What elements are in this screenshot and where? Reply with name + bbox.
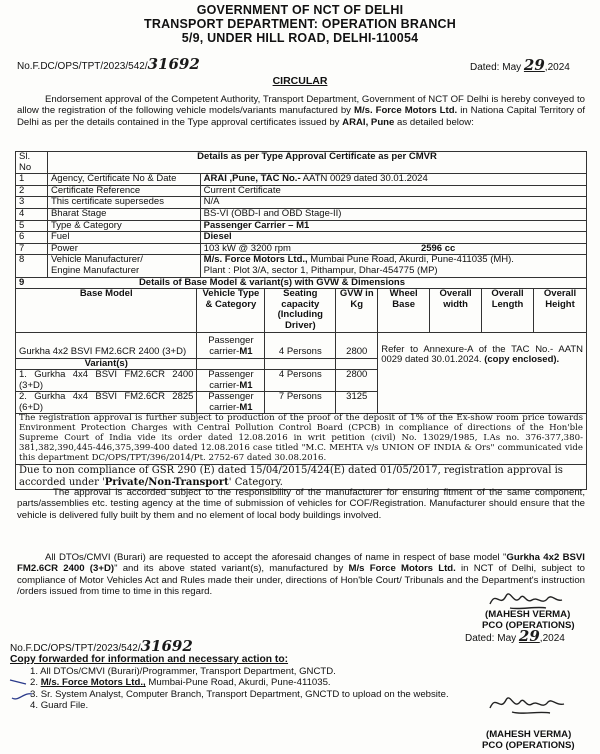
copy-file-number: No.F.DC/OPS/TPT/2023/542/31692: [10, 637, 193, 655]
signature-scribble-2: [486, 688, 576, 718]
variant-row: 2. Gurkha 4x4 BSVI FM2.6CR 2825 (6+D) Passenger carrier-M1 7 Persons 3125: [16, 392, 587, 414]
table-row: 6 Fuel Diesel: [16, 232, 587, 244]
base-model-row: Gurkha 4x2 BSVI FM2.6CR 2400 (3+D) Passenger carrier-M1 4 Persons 2800 Refer to Annexure-A of the TAC No.- AATN 0029 dated 30.01.2024. (copy enclosed).: [16, 332, 587, 358]
table-row: 2 Certificate Reference Current Certificate: [16, 185, 587, 197]
table-row: 8 Vehicle Manufacturer/ Engine Manufacturer M/s. Force Motors Ltd., Mumbai Pune Road, Akurdi, Pune-411035 (MH). Plant : Plot 3/A, sector 1, Pithampur, Dhar-454775 (MP): [16, 255, 587, 277]
list-item: 3. Sr. System Analyst, Computer Branch, Transport Department, GNCTD to upload on the website.: [30, 688, 449, 700]
date: Dated: May 29,2024: [470, 56, 570, 74]
copy-heading: Copy forwarded for information and necessary action to:: [10, 654, 289, 665]
signatory-designation: PCO (OPERATIONS): [482, 620, 575, 631]
circular-title: CIRCULAR: [272, 75, 328, 87]
intro-paragraph: Endorsement approval of the Competent Authority, Transport Department, Government of NCT OF Delhi is hereby conveyed to allow the registration of the following vehicle models/variants manufactured by M/s. Force Motors Ltd. in Nationa Capital Territory of Delhi as per the details contained in the Type approval certificates issued by ARAI, Pune as detailed below:: [17, 94, 585, 128]
row9-title: 9 Details of Base Model & variant(s) with GVW & Dimensions: [16, 277, 587, 289]
annexure-reference: Refer to Annexure-A of the TAC No.- AATN 0029 dated 30.01.2024. (copy enclosed).: [378, 332, 587, 414]
variants-label-row: Variant(s): [16, 358, 587, 370]
list-item: 2. M/s. Force Motors Ltd., Mumbai-Pune Road, Akurdi, Pune-411035.: [30, 677, 331, 689]
table-row: 7 Power 103 kW @ 3200 rpm 2596 cc: [16, 243, 587, 255]
list-item: 4. Guard File.: [30, 700, 89, 712]
handwritten-tick-marks: [6, 674, 46, 704]
signatory-designation-2: PCO (OPERATIONS): [482, 740, 575, 751]
variant-row: 1. Gurkha 4x4 BSVI FM2.6CR 2400 (3+D) Passenger carrier-M1 4 Persons 2800: [16, 370, 587, 392]
signatory-name-2: (MAHESH VERMA): [486, 729, 572, 740]
approval-paragraph: The approval is accorded subject to the responsibility of the manufacturer for ensuring fitment of the same component, parts/assemblies etc. testing agency at the time of submission of vehicles for COF/Registration. Manufacturer should ensure that the vehicle is delivered fully built by them and no element of local body buildings involved.: [17, 487, 585, 521]
branch-name: TRANSPORT DEPARTMENT: OPERATION BRANCH: [144, 17, 456, 31]
table-row: 1 Agency, Certificate No & Date ARAI ,Pune, TAC No.- AATN 0029 dated 30.01.2024: [16, 174, 587, 186]
dept-name: GOVERNMENT OF NCT OF DELHI: [196, 3, 404, 17]
col-title: Details as per Type Approval Certificate as per CMVR: [47, 152, 586, 174]
deposit-row: The registration approval is further subject to production of the proof of the deposit of 1% of the Ex-show room price towards Environment Protection Charges with Central Pollution Control Board (CPCB) in compliance of directions of the Hon'ble Supreme Court of India vide its order dated 12.08.2016 in writ petition (civil) No. 13029/1985, I.As no. 376-377,380-381,382,390,445-446,375,399-400 dated 12.08.2016 case titled "M.C. MEHTA v/s UNION OF INDIA & Ors" communicated vide this department DC/OPS/TPT/396/2014/Pt. 2752-67 dated 30.08.2016.: [16, 414, 587, 465]
list-item: 1. All DTOs/CMVI (Burari)/Programmer, Transport Department, GNCTD.: [30, 666, 336, 677]
sub-header-row: Base Model Vehicle Type & Category Seating capacity (Including Driver) GVW in Kg Wheel Base Overall width Overall Length Overall Height: [16, 289, 587, 332]
table-row: 3 This certificate supersedes N/A: [16, 197, 587, 209]
address: 5/9, UNDER HILL ROAD, DELHI-110054: [181, 31, 419, 45]
table-row: 4 Bharat Stage BS-VI (OBD-I and OBD Stage-II): [16, 208, 587, 220]
dto-paragraph: All DTOs/CMVI (Burari) are requested to accept the aforesaid changes of name in respect of base model "Gurkha 4x2 BSVI FM2.6CR 2400 (3+D)" and its above stated variant(s), manufactured by M/s Force Motors Ltd. in NCT of Delhi, subject to compliance of Motor Vehicles Act and Rules made their under, directions of Hon'ble Court/ Tribunals and the Department's instruction /orders issued from time to time in this regard.: [17, 552, 586, 598]
signatory-name: (MAHESH VERMA): [485, 609, 571, 620]
col-slno: Sl. No: [16, 152, 48, 174]
table-header-row: [16, 152, 587, 174]
table-row: 5 Type & Category Passenger Carrier – M1: [16, 220, 587, 232]
type-approval-table: [15, 151, 587, 490]
file-number: No.F.DC/OPS/TPT/2023/542/31692: [17, 55, 200, 73]
gsr-row: Due to non compliance of GSR 290 (E) dated 15/04/2015/424(E) dated 01/05/2017, registration approval is accorded under 'Private/Non-Transport' Category.: [16, 465, 587, 490]
signature-date: Dated: May 29,2024: [465, 627, 565, 645]
